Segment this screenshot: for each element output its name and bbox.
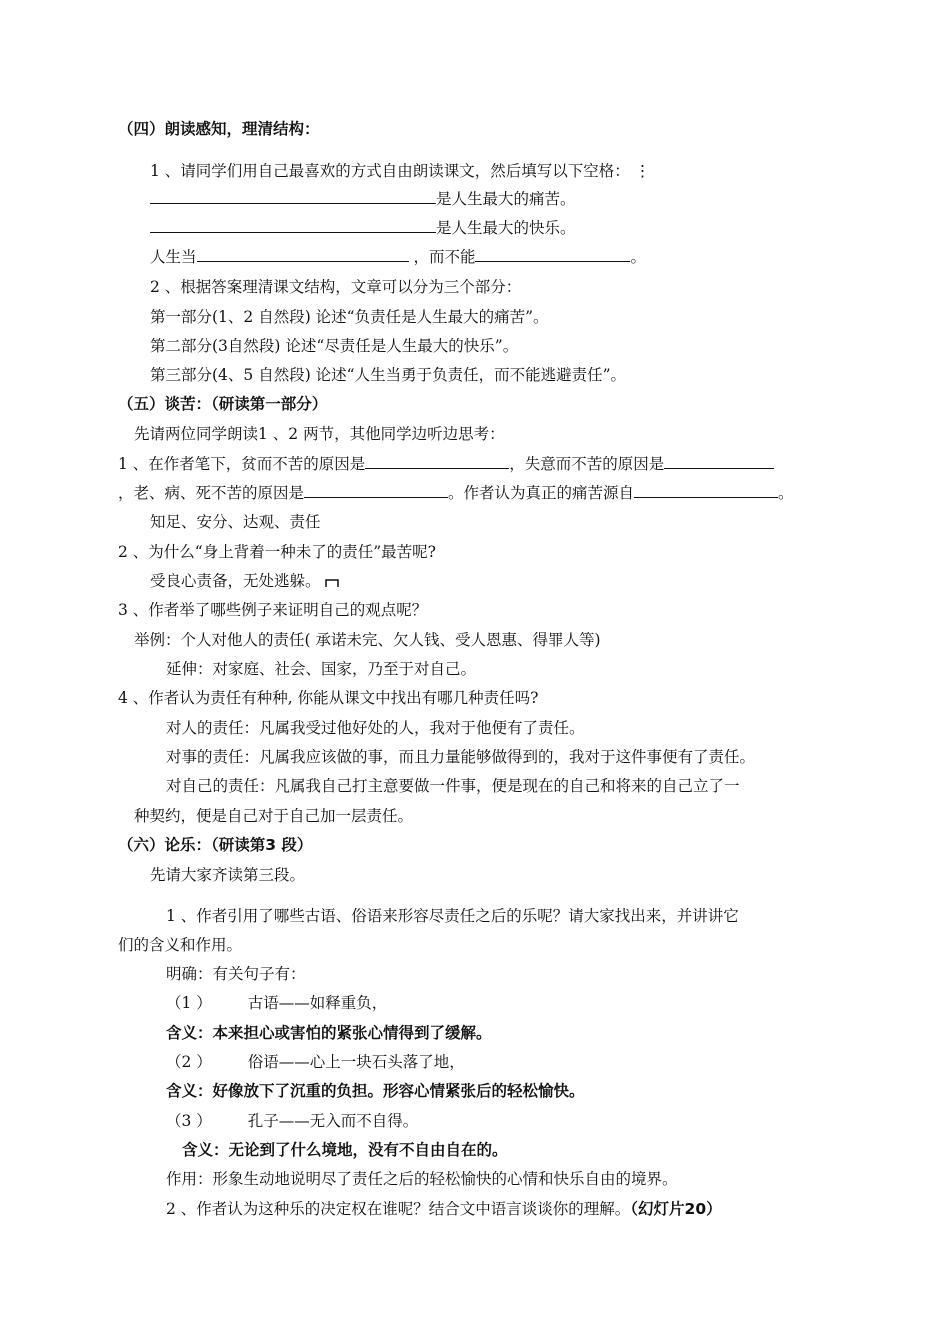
section-5-title: （五）谈苦：（研读第一部分） (118, 395, 328, 413)
s6-question-2 (166, 1198, 722, 1220)
fill-blank[interactable] (365, 452, 509, 469)
fill-blank[interactable] (475, 245, 630, 262)
s5-answer-3b: 延伸：对家庭、社会、国家，乃至于对自己。 (166, 660, 477, 678)
item-text: 俗语——心上一块石头落了地， (247, 1053, 465, 1071)
s5-answer-4a: 对人的责任：凡属我受过他好处的人，我对于他便有了责任。 (166, 719, 585, 737)
s5-answer-4c: 对自己的责任：凡属我自己打主意要做一件事，便是现在的自己和将来的自己立了一 (166, 777, 740, 795)
s5-answer-4b: 对事的责任：凡属我应该做的事，而且力量能够做得到的，我对于这件事便有了责任。 (166, 748, 756, 766)
s6-question-1b: 们的含义和作用。 (118, 936, 243, 954)
s5-question-1-line-1 (118, 452, 774, 475)
s5-answer-3a: 举例：个人对他人的责任( 承诺未完、欠人钱、受人恩惠、得罪人等) (134, 631, 601, 649)
s4-fill-1-tail: 是人生最大的痛苦。 (436, 190, 576, 208)
s6-item-2 (166, 1051, 465, 1073)
slide-reference: （幻灯片20） (630, 1200, 722, 1218)
s6-effect: 作用：形象生动地说明尽了责任之后的轻松愉快的心情和快乐自由的境界。 (166, 1170, 678, 1188)
fill-blank[interactable] (634, 481, 778, 498)
s4-question-1-mark: ⋮ (634, 162, 651, 180)
s4-fill-line-1 (150, 187, 576, 210)
s5-question-2: 2 、为什么“身上背着一种未了的责任”最苦呢? (118, 543, 436, 561)
s5-q1-b: ，失意而不苦的原因是 (509, 455, 665, 473)
s4-fill-3-b: ，而不能 (413, 248, 476, 266)
s4-fill-3-c: 。 (630, 248, 646, 266)
s6-intro: 先请大家齐读第三段。 (150, 866, 306, 884)
item-number: （3 ） (166, 1112, 212, 1130)
s5-question-4: 4 、作者认为责任有种种, 你能从课文中找出有哪几种责任吗? (118, 689, 539, 707)
s5-answer-1: 知足、安分、达观、责任 (150, 513, 321, 531)
s6-question-1a: 1 、作者引用了哪些古语、俗语来形容尽责任之后的乐呢？请大家找出来，并讲讲它 (166, 907, 739, 925)
s6-item-3 (166, 1110, 418, 1132)
s4-fill-line-3 (150, 245, 646, 268)
s4-fill-2-tail: 是人生最大的快乐。 (436, 219, 576, 237)
s6-item-1-meaning: 含义：本来担心或害怕的紧张心情得到了缓解。 (166, 1024, 492, 1042)
s5-answer-4d: 种契约，便是自己对于自己加一层责任。 (134, 807, 414, 825)
fill-blank[interactable] (664, 452, 774, 469)
s4-question-1-text: 1 、请同学们用自己最喜欢的方式自由朗读课文，然后填写以下空格： (150, 162, 630, 180)
item-text: 孔子——无入而不自得。 (247, 1112, 419, 1130)
s5-answer-2-text: 受良心责备，无处逃躲。 (150, 572, 321, 590)
s6-item-3-meaning: 含义：无论到了什么境地，没有不自由自在的。 (182, 1141, 508, 1159)
s5-intro: 先请两位同学朗读1 、2 两节，其他同学边听边思考： (134, 425, 505, 443)
s4-part-2: 第二部分(3自然段) 论述“尽责任是人生最大的快乐”。 (150, 337, 519, 355)
fill-blank[interactable] (150, 216, 436, 233)
s6-ming: 明确：有关句子有： (166, 965, 306, 983)
s5-question-1-line-2 (118, 481, 794, 504)
s5-q1-c: ，老、病、死不苦的原因是 (118, 484, 305, 502)
s5-q1-d: 。作者认为真正的痛苦源自 (448, 484, 635, 502)
item-number: （2 ） (166, 1053, 212, 1071)
s5-question-3: 3 、作者举了哪些例子来证明自己的观点呢？ (118, 601, 428, 619)
s5-answer-2 (150, 570, 339, 592)
item-number: （1 ） (166, 994, 212, 1012)
fill-blank[interactable] (197, 245, 409, 262)
s4-fill-3-a: 人生当 (150, 248, 197, 266)
s4-part-1: 第一部分(1、2 自然段) 论述“负责任是人生最大的痛苦”。 (150, 308, 549, 326)
s4-question-2: 2 、根据答案理清课文结构，文章可以分为三个部分： (150, 278, 522, 296)
item-text: 古语——如释重负， (247, 994, 388, 1012)
s4-question-1 (150, 160, 650, 182)
s5-q1-e: 。 (778, 484, 794, 502)
fill-blank[interactable] (304, 481, 448, 498)
s6-question-2-text: 2 、作者认为这种乐的决定权在谁呢？结合文中语言谈谈你的理解。 (166, 1200, 631, 1218)
section-4-title: （四）朗读感知，理清结构： (118, 120, 320, 138)
fill-blank[interactable] (150, 187, 436, 204)
s4-part-3: 第三部分(4、5 自然段) 论述“人生当勇于负责任，而不能逃避责任”。 (150, 366, 627, 384)
cursor-mark-icon (325, 576, 339, 588)
s6-item-1 (166, 992, 387, 1014)
s4-fill-line-2 (150, 216, 576, 239)
section-6-title: （六）论乐：（研读第3 段） (118, 836, 313, 854)
s5-q1-a: 1 、在作者笔下，贫而不苦的原因是 (118, 455, 366, 473)
s6-item-2-meaning: 含义：好像放下了沉重的负担。形容心情紧张后的轻松愉快。 (166, 1082, 585, 1100)
